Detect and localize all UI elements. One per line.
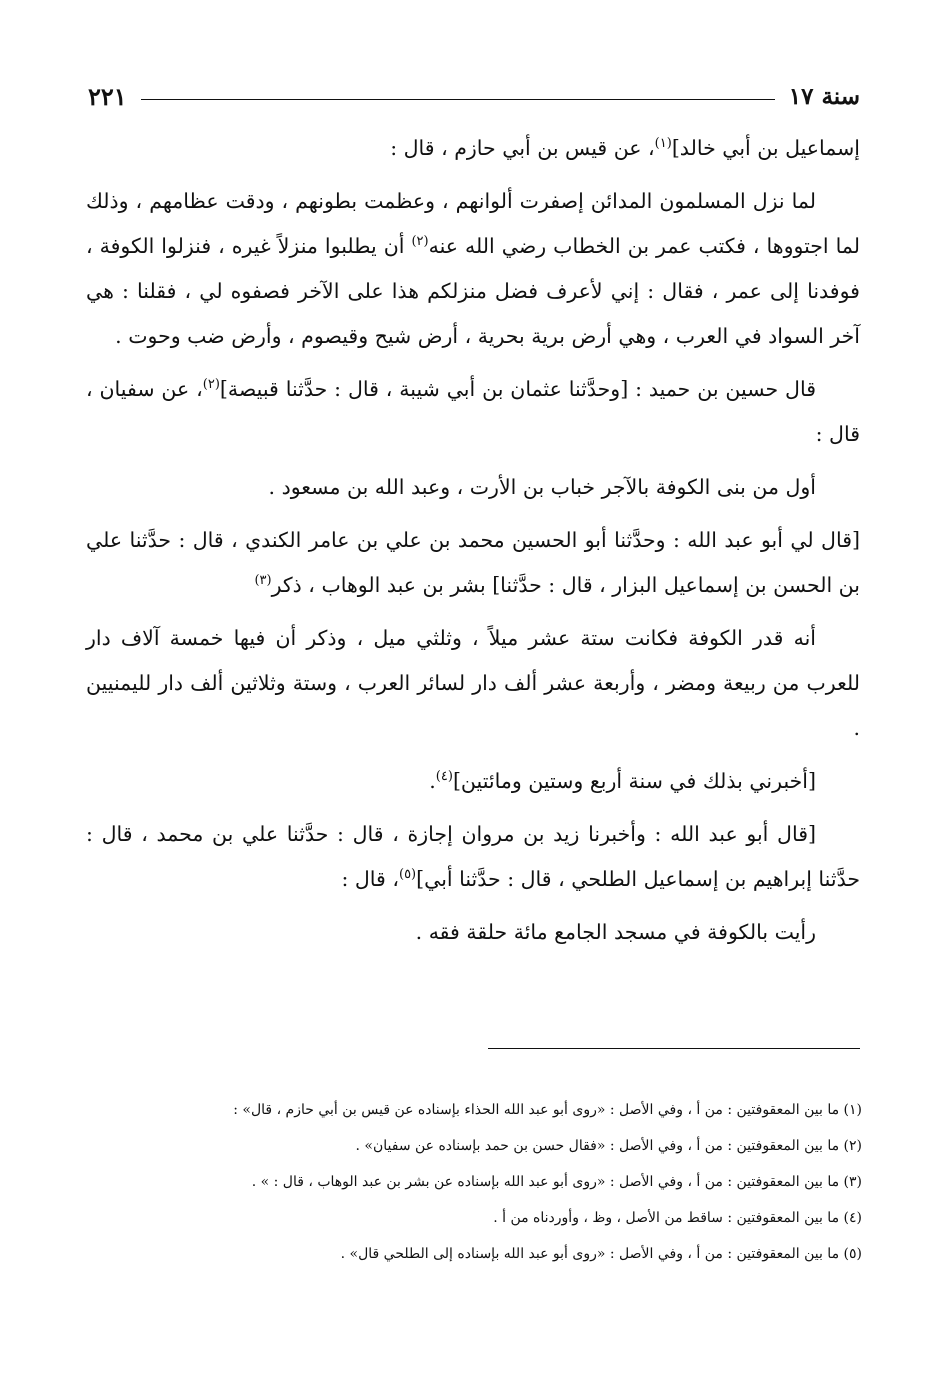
footnote-separator	[488, 1048, 860, 1049]
paragraph-text: أنه قدر الكوفة فكانت ستة عشر ميلاً ، وثلثي ميل ، وذكر أن فيها خمسة آلاف دار للعرب من ربيعة ومضر ، وأربعة عشر ألف دار لسائر العرب ، وستة وثلاثين ألف دار لليمنيين .	[86, 626, 860, 740]
paragraph-text: رأيت بالكوفة في مسجد الجامع مائة حلقة فقه .	[415, 920, 816, 944]
footnote: (١) ما بين المعقوفتين : من أ ، وفي الأصل : «روى أبو عبد الله الحذاء بإسناده عن قيس بن أبي حازم ، قال» :	[233, 1102, 862, 1118]
paragraph-text: لما نزل المسلمون المدائن إصفرت ألوانهم ، وعظمت بطونهم ، ودقت عظامهم ، وذلك لما اجتووها ، فكتب عمر بن الخطاب رضي الله عنه	[86, 189, 860, 258]
running-header-year: سنة ١٧	[788, 82, 860, 110]
main-text	[86, 126, 860, 963]
footnote: (٢) ما بين المعقوفتين : من أ ، وفي الأصل : «فقال حسن بن حمد بإسناده عن سفيان» .	[355, 1138, 862, 1154]
footnote: (٣) ما بين المعقوفتين : من أ ، وفي الأصل : «روى أبو عبد الله بإسناده عن بشر بن عبد الوهاب ، قال : » .	[251, 1174, 862, 1190]
paragraph	[86, 465, 860, 510]
paragraph	[86, 367, 860, 457]
footnote-ref: (٢)	[202, 377, 220, 393]
footnote-ref: (٤)	[435, 769, 453, 785]
paragraph-text: أن يطلبوا منزلاً غيره ، فنزلوا الكوفة ، فوفدنا إلى عمر ، فقال : إني لأعرف فضل منزلكم هذا على الآخر فصفوه لي ، فقلنا : هي آخر السواد في العرب ، وهي أرض برية بحرية ، أرض شيح وقيصوم ، وأرض ضب وحوت .	[86, 234, 860, 348]
paragraph	[86, 759, 860, 804]
footnote-ref: (١)	[654, 136, 672, 152]
running-header	[88, 74, 860, 118]
paragraph	[86, 518, 860, 608]
footnotes	[86, 1092, 862, 1272]
footnote-ref: (٢)	[411, 234, 429, 250]
paragraph-text: [أخبرني بذلك في سنة أربع وستين ومائتين]	[452, 769, 816, 793]
footnote: (٤) ما بين المعقوفتين : ساقط من الأصل ، وظ ، وأوردناه من أ .	[493, 1210, 862, 1226]
header-rule	[141, 99, 775, 100]
footnote-ref: (٣)	[254, 573, 272, 589]
paragraph-text: أول من بنى الكوفة بالآجر خباب بن الأرت ، وعبد الله بن مسعود .	[268, 475, 816, 499]
paragraph	[86, 812, 860, 902]
paragraph-text: قال حسين بن حميد : [وحدَّثنا عثمان بن أبي شيبة ، قال : حدَّثنا قبيصة]	[219, 377, 816, 401]
paragraph-text: ، عن سفيان ، قال :	[86, 377, 860, 446]
paragraph-text: ، قال :	[341, 867, 399, 891]
paragraph-text: [قال أبو عبد الله : وأخبرنا زيد بن مروان إجازة ، قال : حدَّثنا علي بن محمد ، قال : حدَّثنا إبراهيم بن إسماعيل الطلحي ، قال : حدَّثنا أبي]	[86, 822, 860, 891]
paragraph	[86, 616, 860, 751]
footnote-ref: (٥)	[398, 867, 417, 883]
paragraph	[86, 910, 860, 955]
page-number: ٢٢١	[88, 81, 127, 111]
paragraph	[86, 179, 860, 359]
paragraph-text: إسماعيل بن أبي خالد]	[671, 136, 860, 160]
paragraph-text: .	[429, 769, 436, 793]
paragraph	[86, 126, 860, 171]
footnote: (٥) ما بين المعقوفتين : من أ ، وفي الأصل : «روى أبو عبد الله بإسناده إلى الطلحي قال» .	[340, 1246, 862, 1262]
paragraph-text: [قال لي أبو عبد الله : وحدَّثنا أبو الحسين محمد بن علي بن عامر الكندي ، قال : حدَّثنا علي بن الحسن بن إسماعيل البزار ، قال : حدَّثنا] بشر بن عبد الوهاب ، ذكر	[86, 528, 860, 597]
paragraph-text: ، عن قيس بن أبي حازم ، قال :	[390, 136, 655, 160]
